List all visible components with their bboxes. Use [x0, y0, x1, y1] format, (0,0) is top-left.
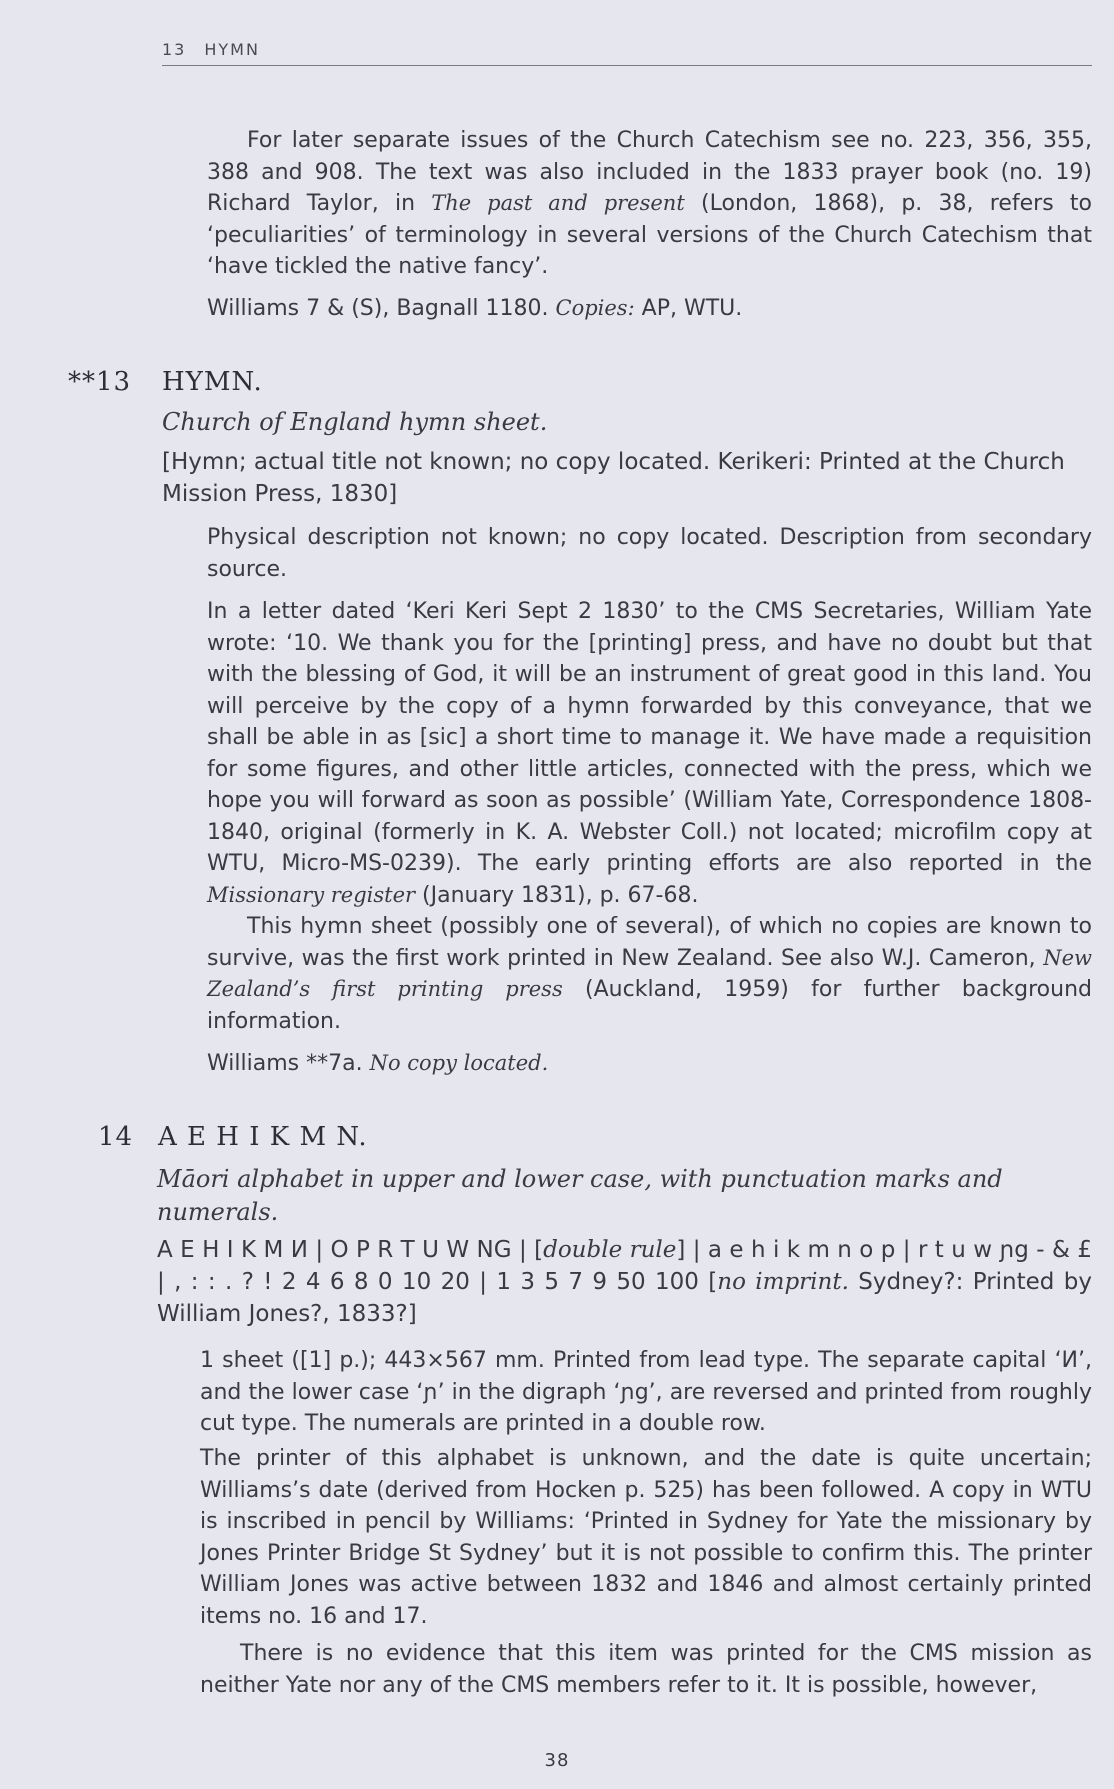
title-past-and-present: The past and present — [431, 191, 685, 215]
entry-14-number: 14 — [98, 1122, 134, 1152]
entry-13-subtitle: Church of England hymn sheet. — [162, 408, 548, 436]
entry-13-note: In a letter dated ‘Keri Keri Sept 2 1830’ to the CMS Secretaries, William Yate wrote: ‘10. We thank you for the [printing] press, and have no doubt but that with the blessing of God, it will be an instrument of great good in this land. You will perceive by the copy of a hymn forwarded by this conveyance, that we shall be able in as [sic] a short time to manage it. We have made a requisition for some figures, and other little articles, connected with the press, which we hope you will forward as soon as possible’ (William Yate, Correspondence 1808-1840, original (formerly in K. A. Webster Coll.) not located; microfilm copy at WTU, Micro-MS-0239). The early printing efforts are also reported in the Missionary register (January 1831), p. 67-68. — [207, 599, 1092, 908]
entry-13-description: Physical description not known; no copy located. Description from secondary source. — [207, 525, 1092, 582]
prev-entry-note: For later separate issues of the Church Catechism see no. 223, 356, 355, 388 and 908. The text was also included in the 1833 prayer book (no. 19) Richard Taylor, in The past and present (London, 1868), p. 38, refers to ‘peculiarities’ of terminology in several versions of the Church Catechism that ‘have tickled the native fancy’. — [207, 128, 1092, 279]
page-number: 38 — [544, 1750, 570, 1771]
title-first-printing-press: New Zealand’s first printing press — [207, 945, 1092, 1001]
entry-13-note-2: This hymn sheet (possibly one of several), of which no copies are known to survive, was the first work printed in New Zealand. See also W.J. Cameron, New Zealand’s first printing press (Auckland, 1959) for further background information. — [207, 914, 1092, 1034]
running-head — [162, 40, 1092, 66]
entry-14-imprint: A E H I K M И | O P R T U W NG | [double rule] | a e h i k m n o p | r t u w ɲg - & £ | , : : . ? ! 2 4 6 8 0 10 20 | 1 3 5 7 9 50 100 [no imprint. Sydney?: Printed by William Jones?, 1833?] — [157, 1237, 1092, 1327]
entry-14-note-2: There is no evidence that this item was printed for the CMS mission as neither Yate nor any of the CMS members refer to it. It is possible, however, — [200, 1641, 1092, 1698]
title-missionary-register: Missionary register — [207, 882, 416, 907]
entry-14-description: 1 sheet ([1] p.); 443×567 mm. Printed from lead type. The separate capital ‘И’, and the lower case ‘ɲ’ in the digraph ‘ɲg’, are reversed and printed from roughly cut type. The numerals are printed in a double row. — [200, 1348, 1092, 1436]
entry-13-refs: Williams **7a. No copy located. — [207, 1051, 549, 1076]
entry-13-status: No copy located. — [369, 1051, 549, 1075]
entry-14-note: The printer of this alphabet is unknown, and the date is quite uncertain; Williams’s date (derived from Hocken p. 525) has been followed. A copy in WTU is inscribed in pencil by Williams: ‘Printed in Sydney for Yate the missionary by Jones Printer Bridge St Sydney’ but it is not possible to confirm this. The printer William Jones was active between 1832 and 1846 and almost certainly printed items no. 16 and 17. — [200, 1446, 1092, 1629]
running-head-title: HYMN — [204, 40, 260, 59]
entry-14-subtitle: Māori alphabet in upper and lower case, with punctuation marks and numerals. — [157, 1165, 1003, 1226]
entry-13-number: **13 — [68, 367, 132, 397]
entry-13-title: HYMN. — [162, 367, 263, 397]
prev-entry-refs: Williams 7 & (S), Bagnall 1180. Copies: AP, WTU. — [207, 296, 743, 321]
entry-13-imprint: [Hymn; actual title not known; no copy located. Kerikeri: Printed at the Church Mission Press, 1830] — [162, 449, 1065, 507]
running-head-number: 13 — [162, 40, 187, 59]
entry-14-title: A E H I K M N. — [158, 1122, 368, 1152]
